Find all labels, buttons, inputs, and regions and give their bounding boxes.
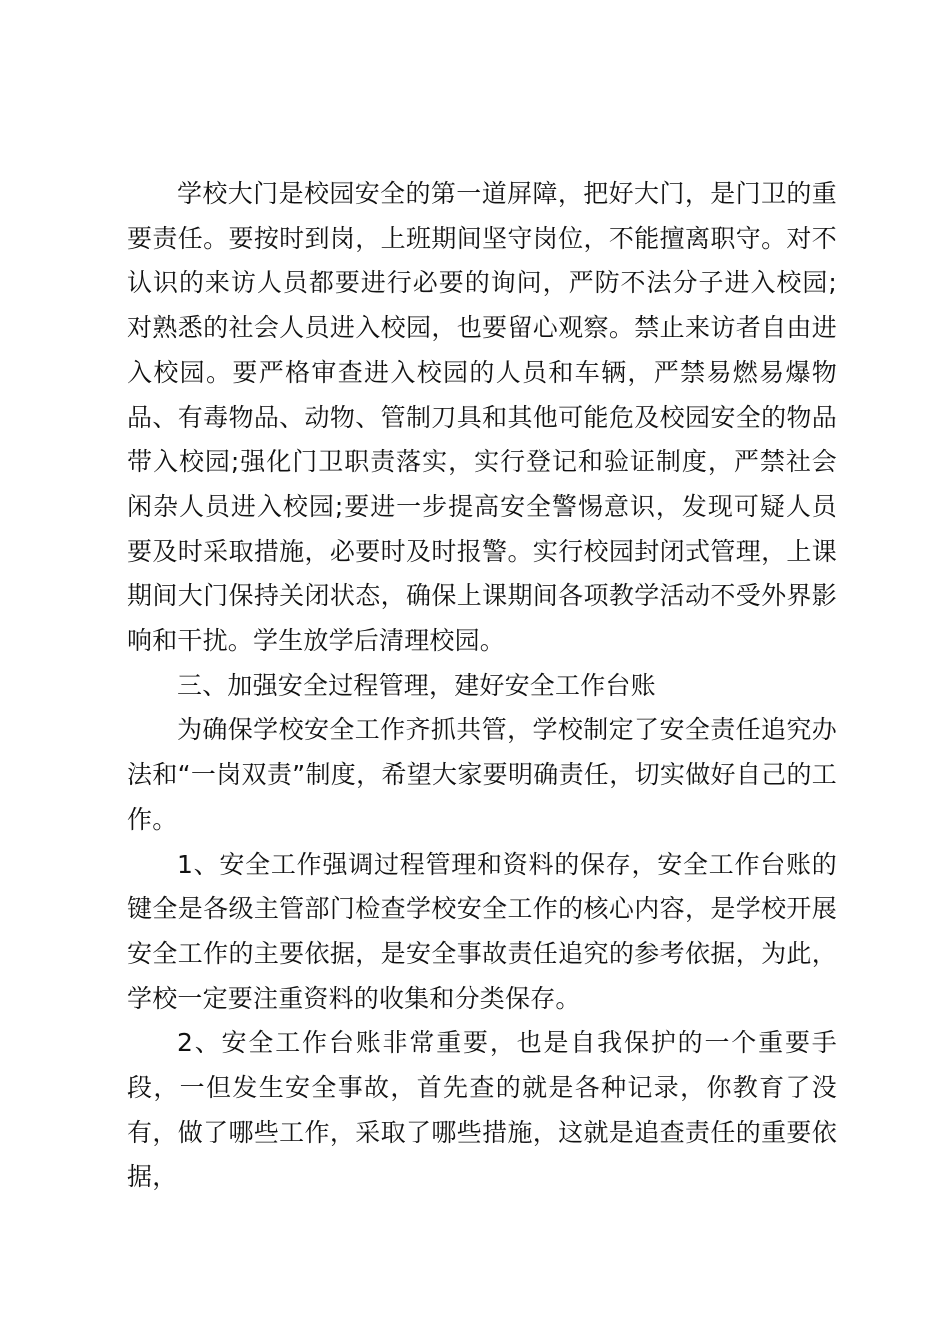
paragraph-responsibility: 为确保学校安全工作齐抓共管，学校制定了安全责任追究办法和“一岗双责”制度，希望大家要明确责任，切实做好自己的工作。 — [127, 715, 837, 834]
paragraph-item-1: 1、安全工作强调过程管理和资料的保存，安全工作台账的键全是各级主管部门检查学校安全工作的核心内容，是学校开展安全工作的主要依据，是安全事故责任追究的参考依据，为此，学校一定要注重资料的收集和分类保存。 — [127, 849, 837, 1013]
paragraph-campus-gate: 学校大门是校园安全的第一道屏障，把好大门，是门卫的重要责任。要按时到岗，上班期间坚守岗位，不能擅离职守。对不认识的来访人员都要进行必要的询问，严防不法分子进入校园;对熟悉的社会人员进入校园，也要留心观察。禁止来访者自由进入校园。要严格审查进入校园的人员和车辆，严禁易燃易爆物品、有毒物品、动物、管制刀具和其他可能危及校园安全的物品带入校园;强化门卫职责落实，实行登记和验证制度，严禁社会闲杂人员进入校园;要进一步提高安全警惕意识，发现可疑人员要及时采取措施，必要时及时报警。实行校园封闭式管理，上课期间大门保持关闭状态，确保上课期间各项教学活动不受外界影响和干扰。学生放学后清理校园。 — [127, 179, 837, 656]
paragraph-item-2: 2、安全工作台账非常重要，也是自我保护的一个重要手段，一但发生安全事故，首先查的就是各种记录，你教育了没有，做了哪些工作，采取了哪些措施，这就是追查责任的重要依据， — [127, 1028, 837, 1192]
document-body — [127, 172, 837, 1200]
section-heading-three: 三、加强安全过程管理，建好安全工作台账 — [177, 670, 656, 700]
